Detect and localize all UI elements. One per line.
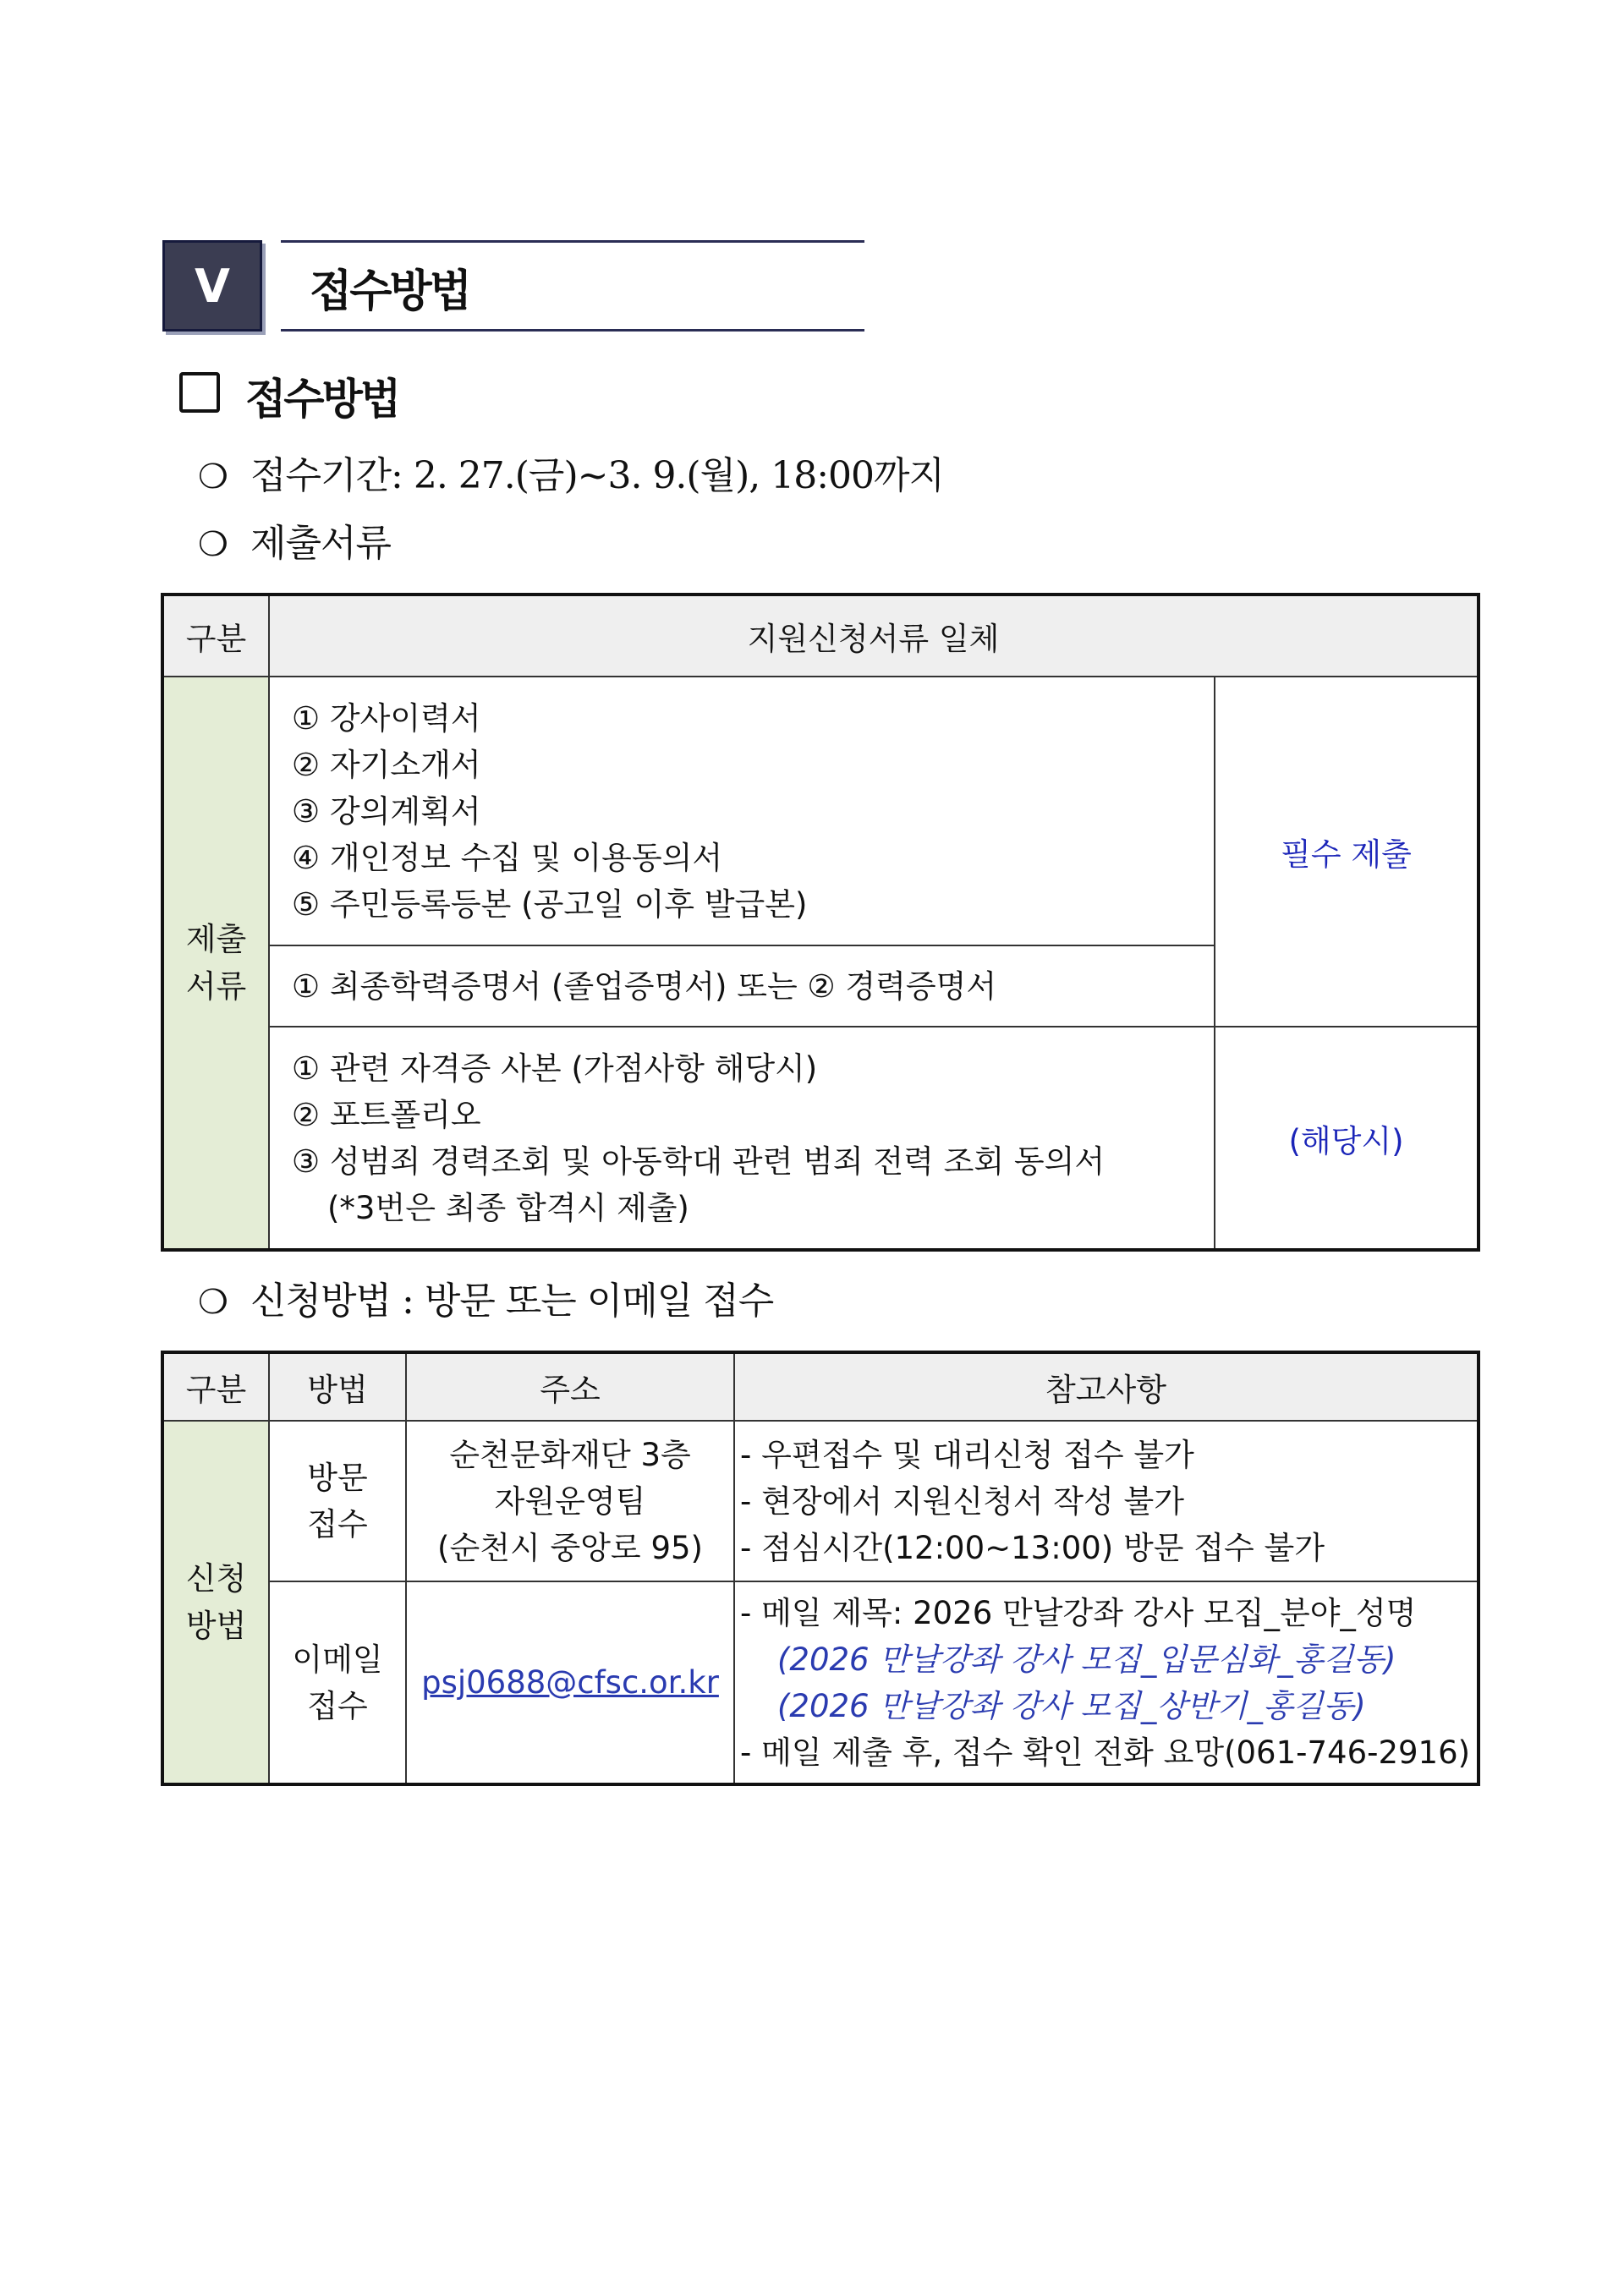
list-item: ② 포트폴리오 — [292, 1096, 481, 1133]
method-text: 신청방법 : 방문 또는 이메일 접수 — [250, 1280, 774, 1323]
period-text: 접수기간: 2. 27.(금)~3. 9.(월), 18:00까지 — [250, 454, 945, 497]
header-address: 주소 — [406, 1352, 734, 1421]
list-item: ③ 성범죄 경력조회 및 아동학대 관련 범죄 전력 조회 동의서 — [292, 1143, 1106, 1180]
header-documents: 지원신청서류 일체 — [269, 595, 1479, 677]
list-item: ① 관련 자격증 사본 (가점사항 해당시) — [292, 1049, 818, 1087]
category-application: 신청 방법 — [162, 1421, 269, 1784]
list-item: - 메일 제목: 2026 만날강좌 강사 모집_분야_성명 — [740, 1594, 1417, 1631]
email-notes — [734, 1581, 1479, 1784]
bullet-period — [198, 445, 944, 499]
subheading: 접수방법 — [245, 375, 399, 424]
header-method: 방법 — [269, 1352, 406, 1421]
list-item: ⑤ 주민등록등본 (공고일 이후 발급본) — [292, 885, 808, 923]
list-item: ① 강사이력서 — [292, 699, 481, 737]
section-bottom-rule — [281, 329, 864, 332]
list-item: (*3번은 최종 합격시 제출) — [327, 1189, 689, 1226]
circle-bullet-icon: ❍ — [198, 1283, 228, 1322]
list-item: - 점심시간(12:00~13:00) 방문 접수 불가 — [740, 1529, 1325, 1566]
optional-submission-label: (해당시) — [1215, 1027, 1479, 1250]
list-item: ③ 강의계획서 — [292, 792, 481, 830]
checkbox-square-icon — [179, 372, 220, 413]
education-career-docs: ① 최종학력증명서 (졸업증명서) 또는 ② 경력증명서 — [269, 945, 1215, 1027]
visit-method: 방문 접수 — [269, 1421, 406, 1581]
email-address-link[interactable]: psj0688@cfsc.or.kr — [421, 1664, 719, 1701]
circle-bullet-icon: ❍ — [198, 458, 228, 496]
list-item: - 우편접수 및 대리신청 접수 불가 — [740, 1436, 1194, 1473]
required-docs-list — [269, 677, 1215, 945]
section-title: 접수방법 — [310, 266, 469, 317]
required-submission-label: 필수 제출 — [1215, 677, 1479, 1027]
example-subject: (2026 만날강좌 강사 모집_상반기_홍길동) — [777, 1687, 1366, 1724]
email-method: 이메일 접수 — [269, 1581, 406, 1784]
header-category: 구분 — [162, 1352, 269, 1421]
bullet-method — [198, 1270, 773, 1324]
section-top-rule — [281, 240, 864, 243]
list-item: ④ 개인정보 수집 및 이용동의서 — [292, 839, 723, 876]
documents-text: 제출서류 — [250, 522, 392, 565]
bullet-documents — [198, 512, 391, 567]
circle-bullet-icon: ❍ — [198, 525, 228, 564]
list-item: - 메일 제출 후, 접수 확인 전화 요망(061-746-2916) — [740, 1734, 1471, 1771]
category-documents: 제출 서류 — [162, 677, 269, 1250]
example-subject: (2026 만날강좌 강사 모집_입문심화_홍길동) — [777, 1641, 1396, 1678]
list-item: - 현장에서 지원신청서 작성 불가 — [740, 1482, 1185, 1520]
visit-address: 순천문화재단 3층 자원운영팀 (순천시 중앙로 95) — [406, 1421, 734, 1581]
method-table — [161, 1351, 1480, 1786]
header-notes: 참고사항 — [734, 1352, 1479, 1421]
optional-docs-list — [269, 1027, 1215, 1250]
visit-notes — [734, 1421, 1479, 1581]
header-category: 구분 — [162, 595, 269, 677]
list-item: ② 자기소개서 — [292, 746, 481, 783]
section-number-badge: V — [162, 240, 262, 332]
documents-table — [161, 593, 1480, 1252]
email-address-cell — [406, 1581, 734, 1784]
